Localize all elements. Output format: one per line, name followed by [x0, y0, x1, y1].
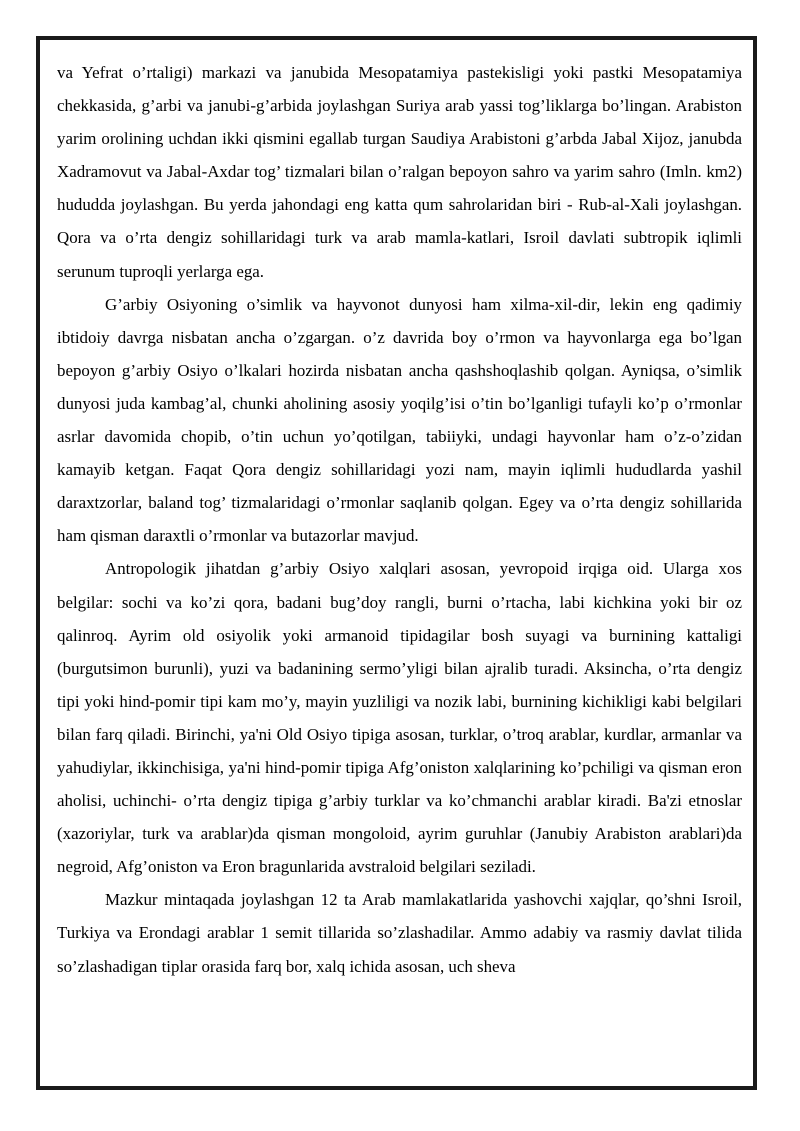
- paragraph-3: Antropologik jihatdan g’arbiy Osiyo xalqlari asosan, yevropoid irqiga oid. Ularga xos belgilar: sochi va ko’zi qora, badani bug’doy rangli, burni o’rtacha, labi kichkina yoki bir oz qalinroq. Ayrim old osiyolik yoki armanoid tipidagilar bosh suyagi va burnining kattaligi (burgutsimon burunli), yuzi va badanining sermo’yligi bilan ajralib turadi. Aksincha, o’rta dengiz tipi yoki hind-pomir tipi kam mo’y, mayin yuzliligi va nozik labi, burnining kichikligi kabi belgilari bilan farq qiladi. Birinchi, ya'ni Old Osiyo tipiga asosan, turklar, o’troq arablar, kurdlar, armanlar va yahudiylar, ikkinchisiga, ya'ni hind-pomir tipiga Afg’oniston xalqlarining ko’pchiligi va qisman eron aholisi, uchinchi- o’rta dengiz tipiga g’arbiy turklar va ko’chmanchi arablar kiradi. Ba'zi etnoslar (xazoriylar, turk va arablar)da qisman mongoloid, ayrim guruhlar (Janubiy Arabiston arablari)da negroid, Afg’oniston va Eron bragunlarida avstraloid belgilari seziladi.: [57, 559, 742, 877]
- paragraph-1: va Yefrat o’rtaligi) markazi va janubida Mesopatamiya pastekisligi yoki pastki Mesopatamiya chekkasida, g’arbi va janubi-g’arbida joylashgan Suriya arab yassi tog’liklarga bo’lingan. Arabiston yarim orolining uchdan ikki qismini egallab turgan Saudiya Arabistoni g’arbda Jabal Xijoz, janubda Xadramovut va Jabal-Axdar tog’ tizmalari bilan o’ralgan bepoyon sahro va yarim sahro (Imln. km2) hududda joylashgan. Bu yerda jahondagi eng katta qum sahrolaridan biri - Rub-al-Xali joylashgan. Qora va o’rta dengiz sohillaridagi turk va arab mamla-katlari, Isroil davlati subtropik iqlimli serunum tuproqli yerlarga ega.: [57, 63, 742, 281]
- paragraph-4: Mazkur mintaqada joylashgan 12 ta Arab mamlakatlarida yashovchi xajqlar, qo’shni Isroil, Turkiya va Erondagi arablar 1 semit tillarida so’zlashadilar. Ammo adabiy va rasmiy davlat tilida so’zlashadigan tiplar orasida farq bor, xalq ichida asosan, uch sheva: [57, 890, 742, 976]
- document-body: [57, 56, 742, 983]
- paragraph-2: G’arbiy Osiyoning o’simlik va hayvonot dunyosi ham xilma-xil-dir, lekin eng qadimiy ibtidoiy davrga nisbatan ancha o’zgargan. o’z davrida boy o’rmon va hayvonlarga ega bo’lgan bepoyon g’arbiy Osiyo o’lkalari hozirda nisbatan ancha qashshoqlashib qolgan. Ayniqsa, o’simlik dunyosi juda kambag’al, chunki aholining asosiy yoqilg’isi o’tin bo’lganligi tufayli ko’p o’rmonlar asrlar davomida chopib, o’tin uchun yo’qotilgan, tabiiyki, undagi hayvonlar ham o’z-o’zidan kamayib ketgan. Faqat Qora dengiz sohillaridagi yozi nam, mayin iqlimli hududlarda yashil daraxtzorlar, baland tog’ tizmalaridagi o’rmonlar saqlanib qolgan. Egey va o’rta dengiz sohillarida ham qisman daraxtli o’rmonlar va butazorlar mavjud.: [57, 294, 742, 546]
